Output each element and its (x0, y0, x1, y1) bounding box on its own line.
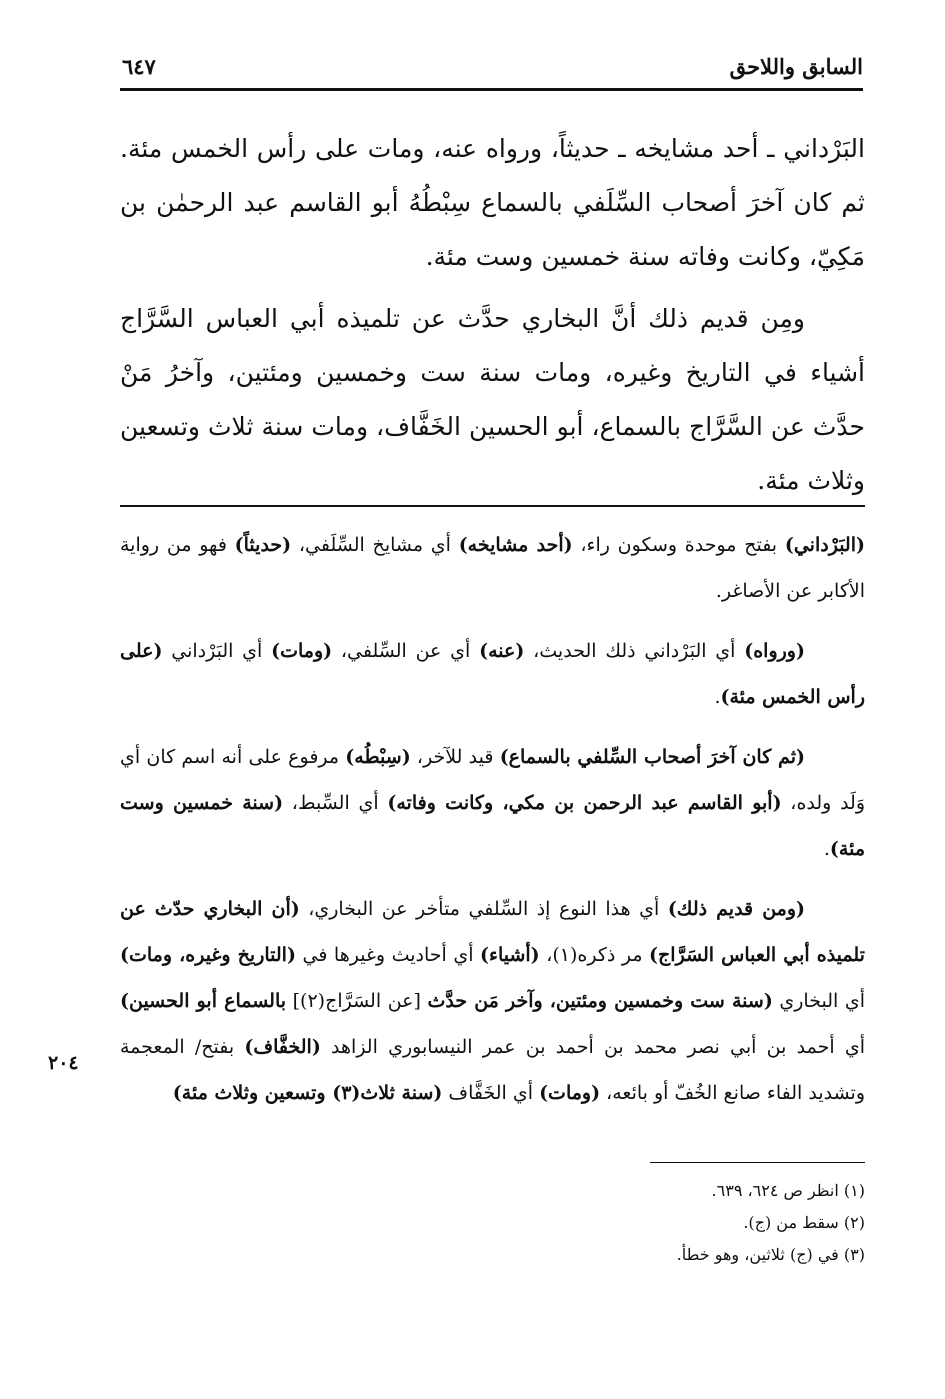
main-text (120, 122, 865, 508)
commentary-quoted-phrase: (ورواه) (744, 640, 805, 662)
commentary-quoted-phrase: (على رأس الخمس مئة) (120, 640, 865, 708)
margin-folio-number: ٢٠٤ (48, 1052, 79, 1074)
commentary-quoted-phrase: (حديثاً) (234, 534, 292, 556)
commentary-quoted-phrase: (ومن قديم ذلك) (667, 898, 805, 920)
commentary-quoted-phrase: (سنة ثلاث(٣) وتسعين وثلاث مئة) (172, 1082, 443, 1104)
footnote-rule (650, 1162, 865, 1163)
commentary-text: أي أحمد بن أبي نصر محمد بن أحمد بن عمر النيسابوري الزاهد (320, 1036, 865, 1058)
commentary-quoted-phrase: بالسماع أبو الحسين) (120, 990, 287, 1012)
footnote-2: (٢) سقط من (ج). (743, 1213, 865, 1232)
text-divider (120, 505, 865, 507)
commentary-text: أي البخاري (772, 990, 866, 1012)
commentary-quoted-phrase: (أن البخاري حدّث عن تلميذه أبي العباس السَرَّاج) (120, 898, 865, 966)
footnote-3: (٣) في (ج) ثلاثين، وهو خطأ. (676, 1245, 865, 1264)
commentary-quoted-phrase: (أشياء) (480, 944, 540, 966)
commentary-paragraph-3 (120, 734, 865, 872)
commentary-text: بفتح/ المعجمة وتشديد الفاء صانع الخُفّ أو بائعه، (120, 1036, 865, 1104)
commentary-text: بفتح موحدة وسكون راء، (572, 534, 785, 556)
commentary-text: أي مشايخ السِّلَفي، (291, 534, 459, 556)
commentary-text: أي الخَفَّاف (442, 1082, 540, 1104)
commentary-text: مر ذكره(١)، (539, 944, 650, 966)
commentary-text: أي البَرْداني ذلك الحديث، (524, 640, 745, 662)
commentary-text: . (823, 838, 830, 860)
running-title: السابق واللاحق (729, 54, 863, 79)
commentary-text: فهو من رواية الأكابر عن الأصاغر. (120, 534, 865, 602)
commentary-quoted-phrase: (ومات) (271, 640, 333, 662)
commentary-paragraph-1 (120, 522, 865, 614)
commentary-text: أي السِّبط، (283, 792, 388, 814)
commentary-quoted-phrase: (أحد مشايخه) (458, 534, 573, 556)
commentary-quoted-phrase: (سنة ست وخمسين ومئتين، وآخر مَن حدَّث (427, 990, 773, 1012)
commentary-quoted-phrase: (سِبْطُه) (345, 746, 411, 768)
page-number: ٦٤٧ (122, 54, 156, 79)
page-header (120, 48, 863, 91)
main-paragraph-2: ومِن قديم ذلك أنَّ البخاري حدَّث عن تلميذه أبي العباس السَّرَّاج أشياء في التاريخ وغيره، ومات سنة ست وخمسين ومئتين، وآخرُ مَنْ حدَّث عن السَّرَّاج بالسماع، أبو الحسين الخَفَّاف، ومات سنة ثلاث وتسعين وثلاث مئة. (120, 304, 865, 495)
commentary-quoted-phrase: (أبو القاسم عبد الرحمن بن مكي، وكانت وفاته) (387, 792, 782, 814)
commentary-text: أي أحاديث وغيرها في (295, 944, 481, 966)
commentary-text: [عن السَرَّاج(٢)] (286, 990, 428, 1012)
commentary-paragraph-2 (120, 628, 865, 720)
commentary-text: . (714, 686, 721, 708)
commentary-paragraph-4 (120, 886, 865, 1116)
commentary-quoted-phrase: (الخفَّاف) (244, 1036, 321, 1058)
main-paragraph-1: البَرْداني ـ أحد مشايخه ـ حديثاً، ورواه عنه، ومات على رأس الخمس مئة. ثم كان آخرَ أصحاب السِّلَفي بالسماع سِبْطُهُ أبو القاسم عبد الرحمٰن بن مَكِيّ، وكانت وفاته سنة خمسين وست مئة. (120, 134, 865, 271)
footnote-1: (١) انظر ص ٦٢٤، ٦٣٩. (711, 1181, 865, 1200)
commentary-quoted-phrase: (عنه) (479, 640, 525, 662)
commentary-text: أي عن السِّلفي، (332, 640, 480, 662)
commentary-quoted-phrase: (البَرْداني) (784, 534, 865, 556)
footnotes (445, 1175, 865, 1271)
commentary-quoted-phrase: (ومات) (539, 1082, 601, 1104)
commentary-text: أي البَرْداني (162, 640, 272, 662)
commentary-quoted-phrase: (ثم كان آخرَ أصحاب السِّلفي بالسماع) (499, 746, 805, 768)
commentary-section (120, 522, 865, 1130)
commentary-text: أي هذا النوع إذ السِّلفي متأخر عن البخاري، (299, 898, 668, 920)
commentary-quoted-phrase: (التاريخ وغيره، ومات) (120, 944, 296, 966)
commentary-quoted-phrase: (سنة خمسين وست مئة) (120, 792, 865, 860)
commentary-text: قيد للآخر، (410, 746, 500, 768)
commentary-text: مرفوع على أنه اسم كان أي وَلَد ولده، (120, 746, 866, 814)
